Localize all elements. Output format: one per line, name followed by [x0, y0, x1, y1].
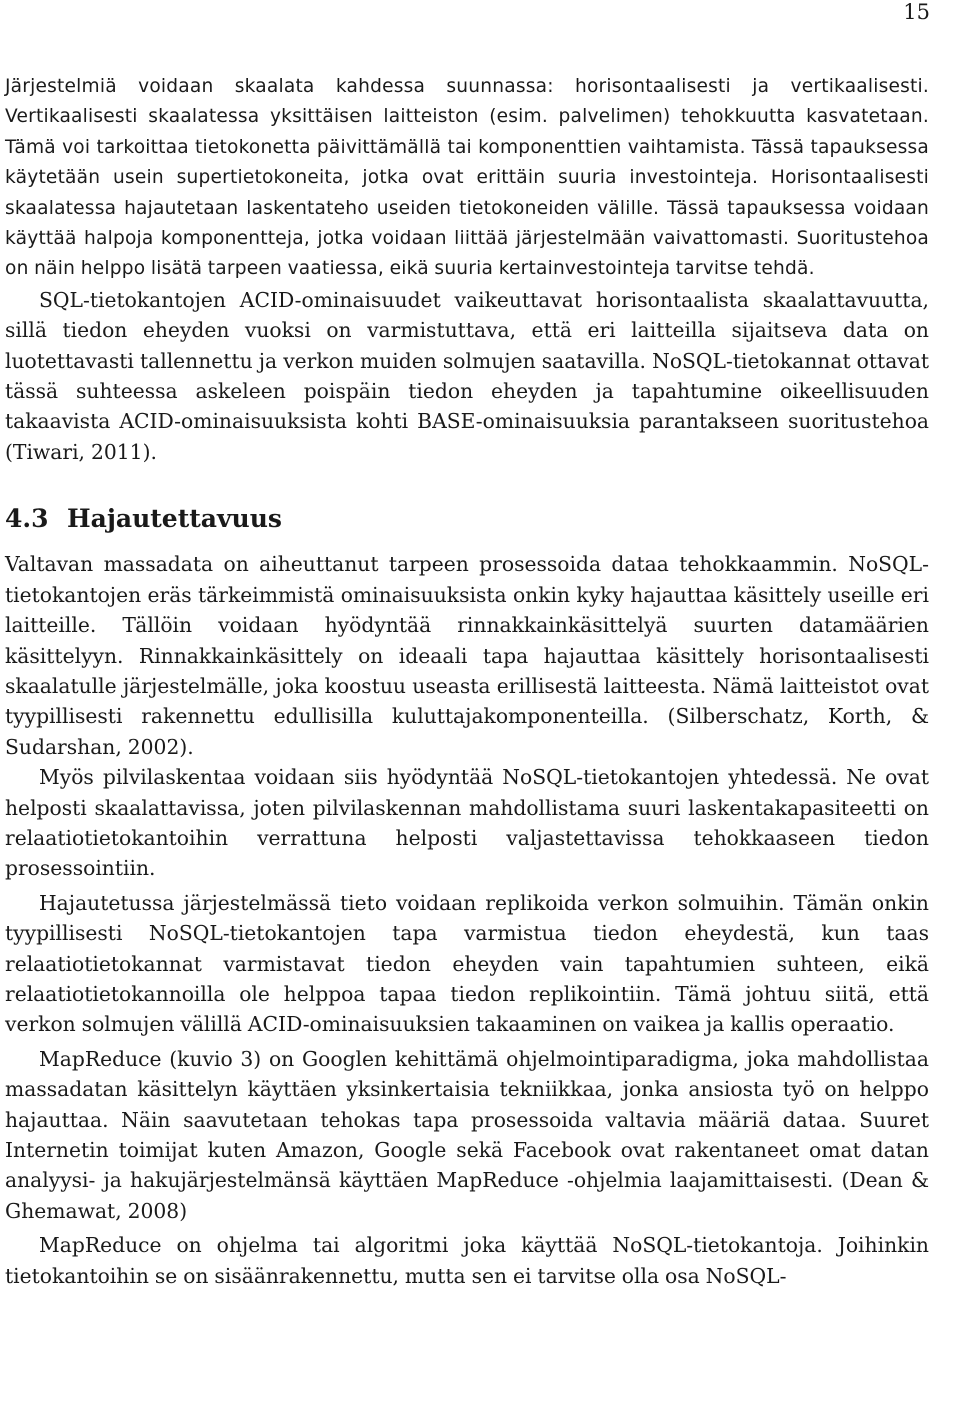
paragraph-cloud: Myös pilvilaskentaa voidaan siis hyödyntää NoSQL-tietokantojen yhtedessä. Ne ovat helposti skaalattavissa, joten pilvilaskennan mahdollistama suuri laskentakapasiteetti on relaatiotietokantoihin verrattuna helposti valjastettavissa tehokkaaseen tiedon prosessointiin.: [5, 765, 929, 881]
paragraph-scaling-directions: Järjestelmiä voidaan skaalata kahdessa suunnassa: horisontaalisesti ja vertikaalisesti. Vertikaalisesti skaalatessa yksittäisen laitteiston (esim. palvelimen) tehokkuutta kasvatetaan. Tämä voi tarkoittaa tietokonetta päivittämällä tai komponenttien vaihtamista. Tässä tapauksessa käytetään usein supertietokoneita, jotka ovat erittäin suuria investointeja. Horisontaalisesti skaalatessa hajautetaan laskentateho useiden tietokoneiden välille. Tässä tapauksessa voidaan käyttää halpoja komponentteja, jotka voidaan liittää järjestelmään vaivattomasti. Suoritustehoa on näin helppo lisätä tarpeen vaatiessa, eikä suuria kertainvestointeja tarvitse tehdä.: [5, 76, 929, 280]
section-heading: [5, 503, 929, 535]
page-number: 15: [903, 0, 930, 24]
paragraph-acid-scaling: SQL-tietokantojen ACID-ominaisuudet vaikeuttavat horisontaalista skaalattavuutta, sillä tiedon eheyden vuoksi on varmistuttava, että eri laitteilla sijaitseva data on luotettavasti tallennettu ja verkon muiden solmujen saatavilla. NoSQL-tietokannat ottavat tässä suhteessa askeleen poispäin tiedon eheyden ja tapahtumine oikeellisuuden takaavista ACID-ominaisuuksista kohti BASE-ominaisuuksia parantakseen suoritustehoa (Tiwari, 2011).: [5, 287, 929, 464]
section-title: Hajautettavuus: [67, 504, 282, 534]
section-number: 4.3: [5, 504, 49, 534]
paragraph-replication: Hajautetussa järjestelmässä tieto voidaan replikoida verkon solmuihin. Tämän onkin tyypillisesti NoSQL-tietokantojen tapa varmistua tiedon eheydestä, kun taas relaatiotietokannat varmistavat tiedon eheyden vain tapahtumien suhteen, eikä relaatiotietokannoilla ole helppoa tapaa tiedon replikointiin. Tämä johtuu siitä, että verkon solmujen välillä ACID-ominaisuuksien takaaminen on vaikea ja kallis operaatio.: [5, 890, 929, 1037]
paragraph-mapreduce-nosql: MapReduce on ohjelma tai algoritmi joka käyttää NoSQL-tietokantoja. Joihinkin tietokantoihin se on sisäänrakennettu, mutta sen ei tarvitse olla osa NoSQL-: [5, 1233, 929, 1288]
paragraph-massadata: Valtavan massadata on aiheuttanut tarpeen prosessoida dataa tehokkaammin. NoSQL-tietokantojen eräs tärkeimmistä ominaisuuksista onkin kyky hajauttaa käsittely useille eri laitteille. Tällöin voidaan hyödyntää rinnakkainkäsittelyä suurten datamäärien käsittelyyn. Rinnakkainkäsittely on ideaali tapa hajauttaa käsittely horisontaalisesti skaalatulle järjestelmälle, joka koostuu useasta erillisestä laitteesta. Nämä laitteistot ovat tyypillisesti rakennettu edullisilla kuluttajakomponenteilla. (Silberschatz, Korth, & Sudarshan, 2002).: [5, 552, 929, 759]
page-body: [5, 72, 929, 1291]
paragraph-mapreduce-intro: MapReduce (kuvio 3) on Googlen kehittämä ohjelmointiparadigma, joka mahdollistaa massadatan käsittelyn käyttäen yksinkertaisia tekniikkaa, jonka ansiosta työ on helppo hajauttaa. Näin saavutetaan tehokas tapa prosessoida valtavia määriä dataa. Suuret Internetin toimijat kuten Amazon, Google sekä Facebook ovat rakentaneet omat datan analyysi- ja hakujärjestelmänsä käyttäen MapReduce -ohjelmia laajamittaisesti. (Dean & Ghemawat, 2008): [5, 1046, 929, 1223]
